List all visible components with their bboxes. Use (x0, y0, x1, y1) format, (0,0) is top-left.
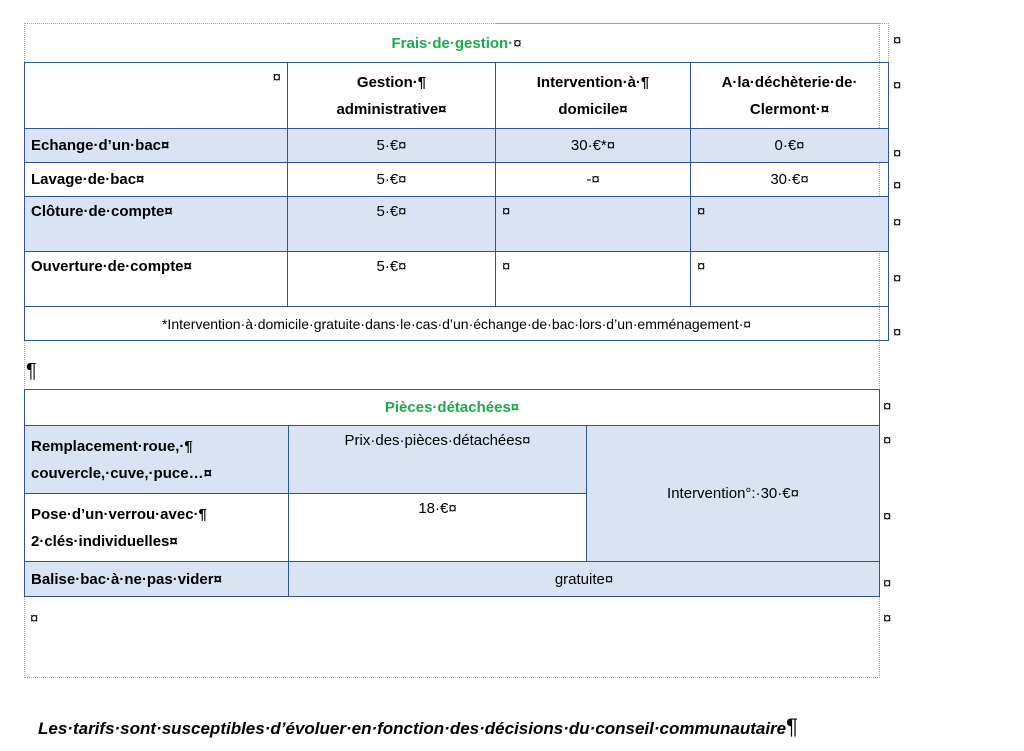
frais-note: *Intervention·à·domicile·gratuite·dans·le·cas·d’un·échange·de·bac·lors·d’un·emménagement·¤ (25, 307, 889, 341)
row-label: Clôture·de·compte¤ (25, 197, 288, 252)
pieces-table (24, 389, 880, 597)
row-end-mark: ¤ (893, 214, 902, 231)
row-value: ¤ (496, 252, 691, 307)
paragraph-mark: ¶ (786, 714, 798, 739)
intervention-cell: Intervention°:·30·€¤ (587, 426, 880, 562)
row-end-mark: ¤ (883, 610, 892, 627)
row-end-mark: ¤ (883, 508, 892, 525)
row-value: 5·€¤ (288, 197, 496, 252)
row-end-mark: ¤ (893, 145, 902, 162)
label-line: 2·clés·individuelles¤ (31, 532, 178, 550)
row-value: Prix·des·pièces·détachées¤ (289, 426, 587, 494)
row-label: Lavage·de·bac¤ (25, 163, 288, 197)
row-value: ¤ (496, 197, 691, 252)
empty-cell-mark: ¤ (30, 610, 39, 627)
footer-note (38, 714, 798, 740)
row-label (25, 494, 289, 562)
table-row (25, 163, 889, 197)
header-line: Clermont·¤ (749, 100, 830, 118)
row-end-mark: ¤ (883, 398, 892, 415)
header-line: A·la·déchèterie·de· (721, 73, 858, 91)
row-value: 0·€¤ (691, 129, 889, 163)
paragraph-mark: ¶ (26, 360, 37, 382)
frais-header-intervention (496, 63, 691, 129)
row-value: -¤ (496, 163, 691, 197)
frais-title-mark: ¤ (513, 34, 522, 52)
frais-title: Frais·de·gestion· (391, 34, 514, 52)
row-value: 5·€¤ (288, 252, 496, 307)
row-label: Echange·d’un·bac¤ (25, 129, 288, 163)
frais-header-decheterie (691, 63, 889, 129)
row-value: 5·€¤ (288, 163, 496, 197)
row-end-mark: ¤ (893, 32, 902, 49)
row-end-mark: ¤ (893, 270, 902, 287)
table-row (25, 197, 889, 252)
frais-header-blank (25, 63, 288, 129)
row-end-mark: ¤ (893, 324, 902, 341)
row-value: 30·€*¤ (496, 129, 691, 163)
row-value: ¤ (691, 252, 889, 307)
frais-header-gestion (288, 63, 496, 129)
frais-table (24, 23, 889, 341)
pieces-title: Pièces·détachées¤ (384, 399, 520, 416)
row-label (25, 426, 289, 494)
row-value: ¤ (691, 197, 889, 252)
row-value: 18·€¤ (289, 494, 587, 562)
row-end-mark: ¤ (893, 177, 902, 194)
label-line: couvercle,·cuve,·puce…¤ (31, 464, 212, 482)
pieces-title-cell (25, 390, 880, 426)
label-line: Pose·d’un·verrou·avec·¶ (31, 505, 207, 523)
label-line: Remplacement·roue,·¶ (31, 437, 193, 455)
frais-title-cell (25, 24, 889, 63)
footer-text: Les·tarifs·sont·susceptibles·d’évoluer·en·fonction·des·décisions·du·conseil·communautaire (38, 719, 787, 738)
row-end-mark: ¤ (893, 77, 902, 94)
cell-mark: ¤ (272, 69, 281, 86)
header-line: administrative¤ (336, 100, 447, 118)
table-row (25, 129, 889, 163)
header-line: Gestion·¶ (356, 73, 427, 91)
row-label: Balise·bac·à·ne·pas·vider¤ (25, 562, 289, 597)
row-end-mark: ¤ (883, 432, 892, 449)
row-value: 30·€¤ (691, 163, 889, 197)
table-row (25, 252, 889, 307)
row-value: gratuite¤ (289, 562, 880, 597)
row-label: Ouverture·de·compte¤ (25, 252, 288, 307)
header-line: domicile¤ (558, 100, 628, 118)
row-value: 5·€¤ (288, 129, 496, 163)
row-end-mark: ¤ (883, 575, 892, 592)
header-line: Intervention·à·¶ (536, 73, 650, 91)
